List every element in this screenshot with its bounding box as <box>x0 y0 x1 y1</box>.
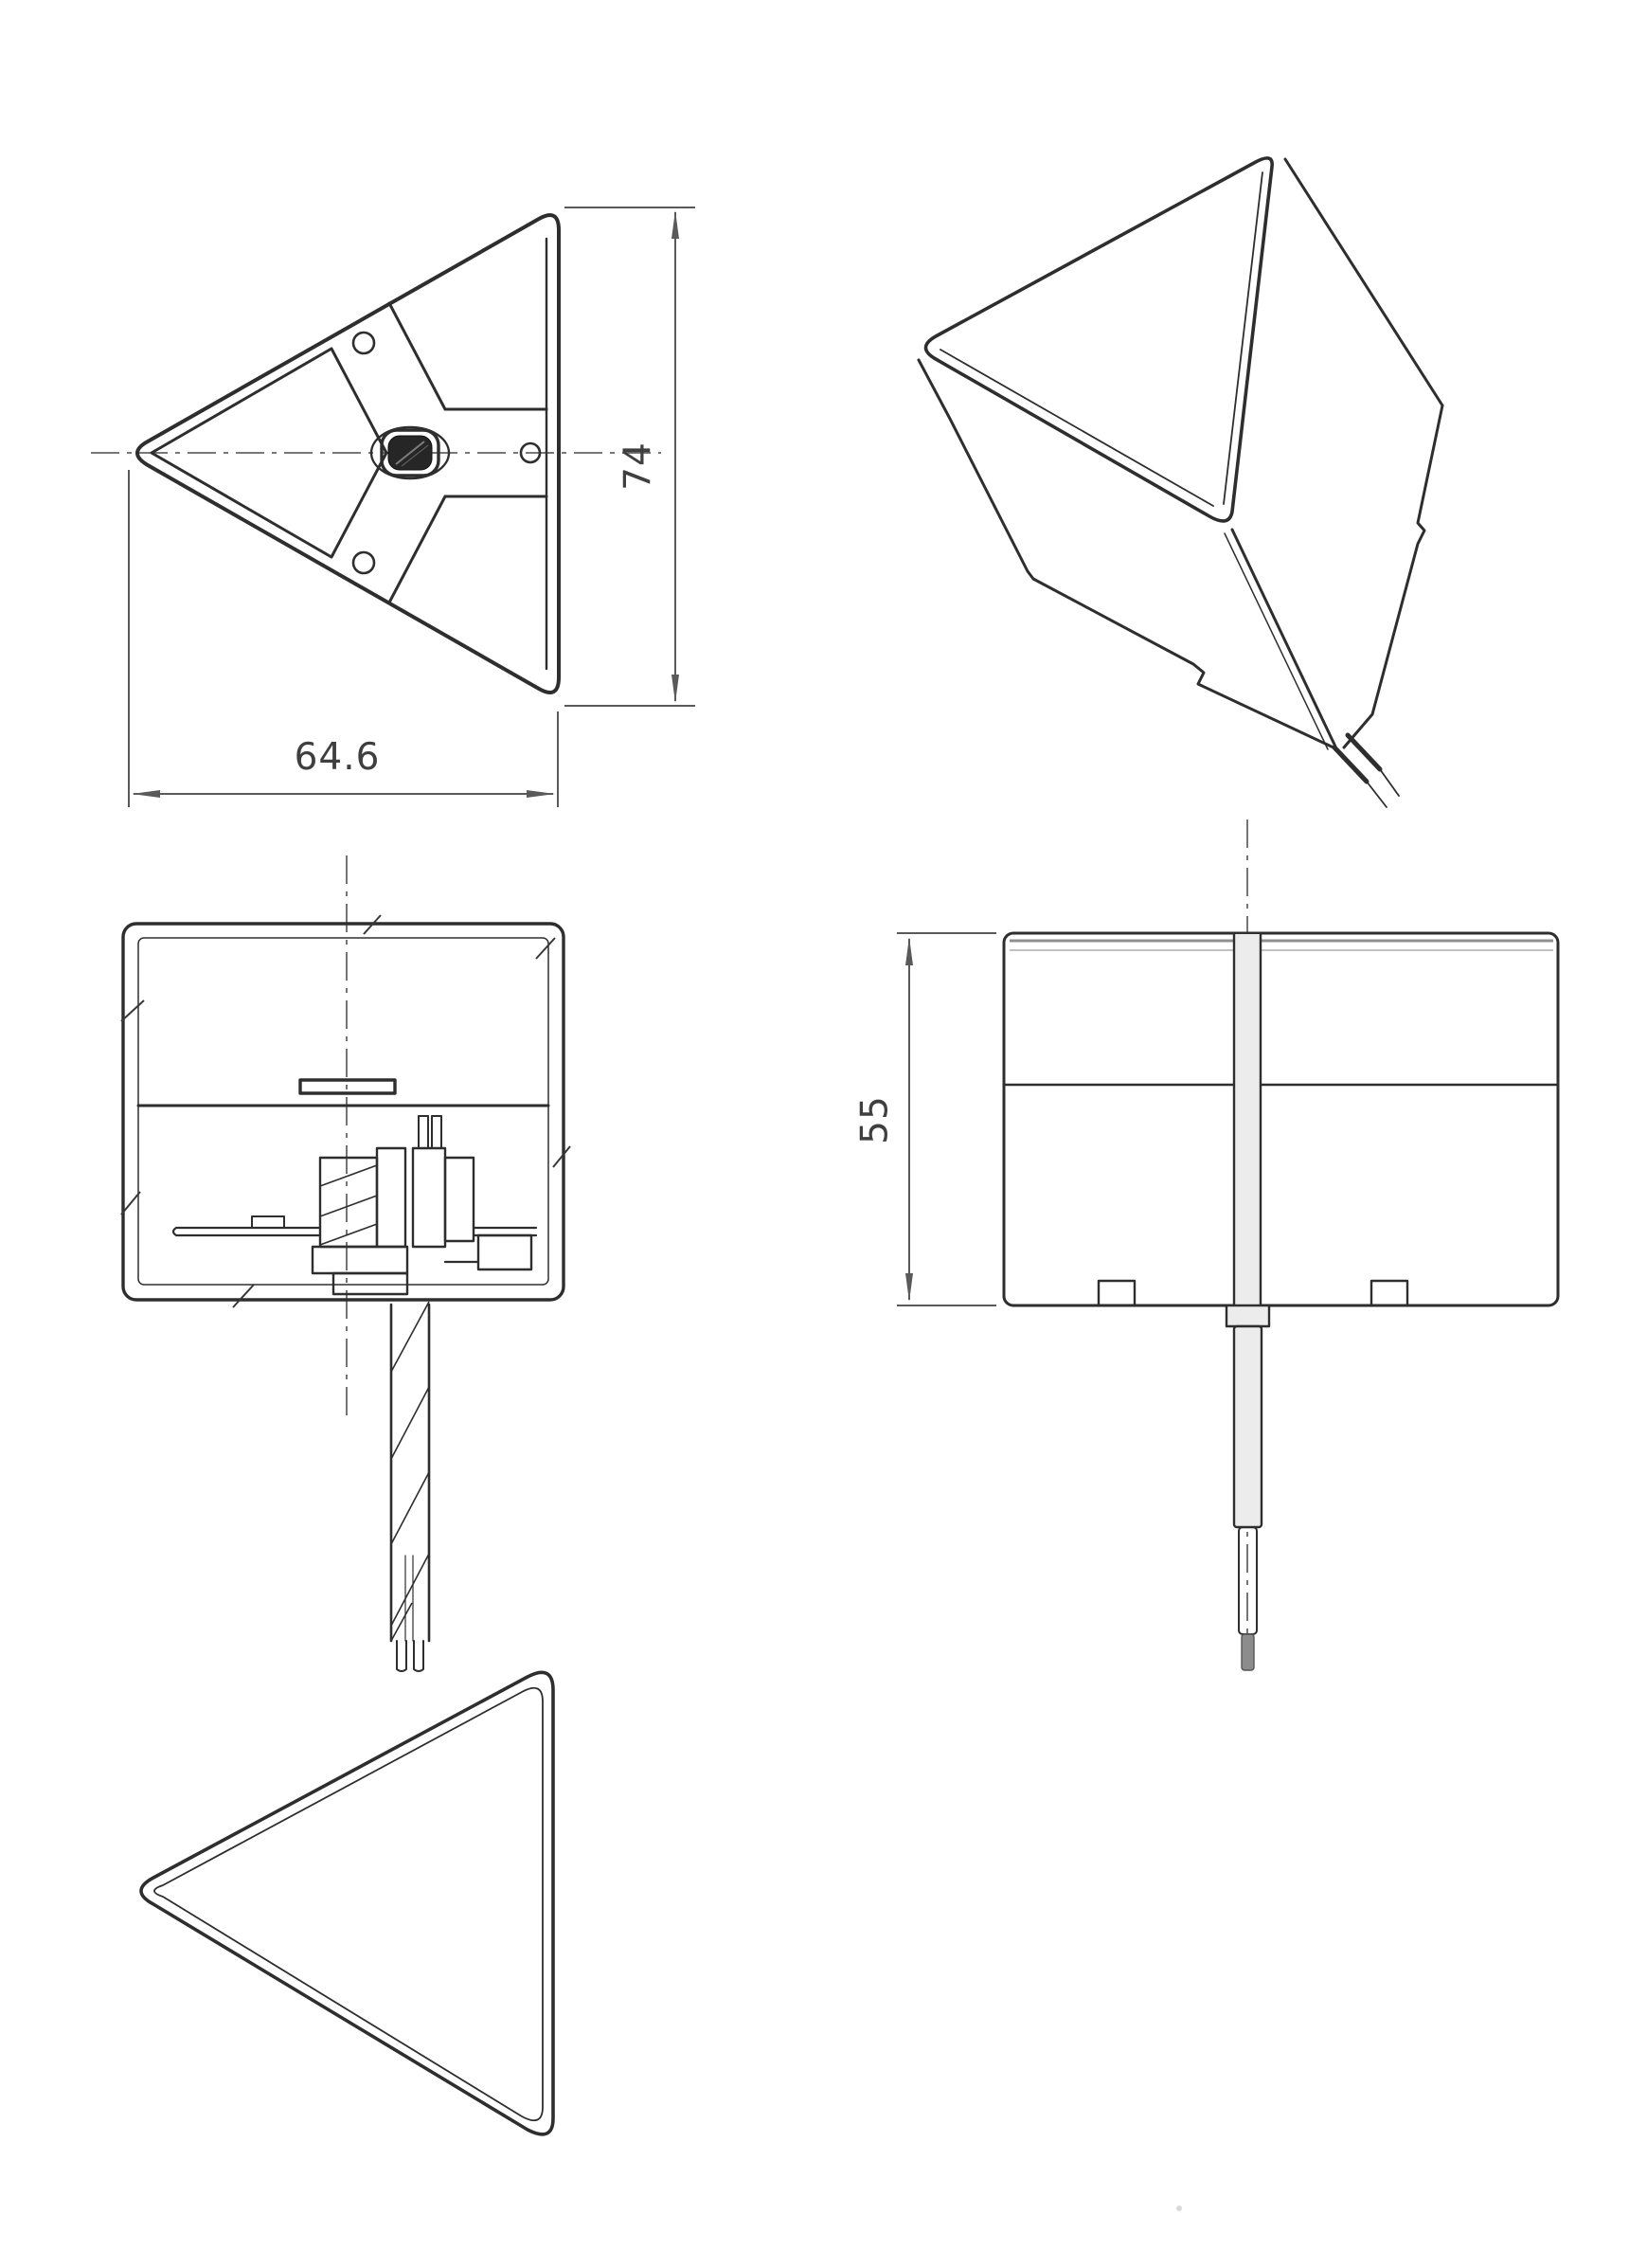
iso-depth-bottom-edge-inner <box>1225 533 1328 749</box>
section-bracket-1 <box>313 1247 407 1273</box>
dimension-depth <box>854 933 997 1305</box>
side-rod-tip <box>1242 1634 1254 1670</box>
side-tab-1 <box>1099 1281 1135 1305</box>
side-rod-fill <box>1235 934 1260 1305</box>
section-prong-2 <box>432 1116 441 1148</box>
front-view <box>91 215 661 693</box>
section-bracket-2 <box>333 1273 407 1294</box>
section-wire-end-1 <box>397 1641 406 1671</box>
iso-wire-tip-1 <box>1367 782 1387 807</box>
dimension-width <box>129 470 558 807</box>
section-prong-1 <box>419 1116 428 1148</box>
bottom-inner-triangle <box>154 1688 543 2120</box>
section-plate-a <box>377 1148 405 1247</box>
dim-depth-label: 55 <box>853 1095 897 1144</box>
isometric-view <box>919 158 1442 807</box>
side-view <box>1004 819 1558 1677</box>
section-screw-block <box>320 1158 377 1247</box>
dimension-height <box>564 207 695 706</box>
iso-front-face <box>926 158 1273 521</box>
section-screw-hatch <box>320 1165 377 1245</box>
section-shaft-helix <box>391 1302 429 1641</box>
side-collar <box>1226 1305 1269 1326</box>
section-shaft <box>391 1302 429 1671</box>
iso-depth-top-edge <box>1285 159 1442 405</box>
section-wire-end-2 <box>414 1641 423 1671</box>
side-sleeve <box>1234 1326 1262 1527</box>
section-plate-b <box>413 1148 445 1247</box>
front-screw-hole-top <box>353 333 374 353</box>
section-platform <box>173 1216 536 1269</box>
section-view <box>121 855 570 1671</box>
iso-right-outline <box>1344 405 1442 747</box>
front-upper-strap-edge <box>389 303 445 409</box>
section-housing-inner <box>138 938 548 1285</box>
section-slot <box>300 1080 395 1093</box>
side-housing <box>1004 933 1558 1305</box>
artifact-dot <box>1176 2205 1182 2211</box>
side-tab-2 <box>1371 1281 1407 1305</box>
iso-bottom-outline <box>919 360 1335 748</box>
dim-height-label: 74 <box>617 441 660 491</box>
front-lower-strap-edge <box>389 496 445 603</box>
bottom-outer-triangle <box>141 1672 553 2134</box>
dim-width-label: 64.6 <box>294 736 381 779</box>
bottom-view <box>141 1672 553 2134</box>
section-break-ticks <box>121 915 570 1307</box>
section-housing-outer <box>123 924 564 1300</box>
iso-wire-tip-2 <box>1380 769 1399 796</box>
section-plate-c <box>445 1158 474 1241</box>
front-screw-hole-bottom <box>353 552 374 573</box>
iso-depth-bottom-edge <box>1232 530 1335 747</box>
iso-right-edge-inner <box>1224 172 1262 504</box>
front-outer-triangle <box>137 215 559 693</box>
